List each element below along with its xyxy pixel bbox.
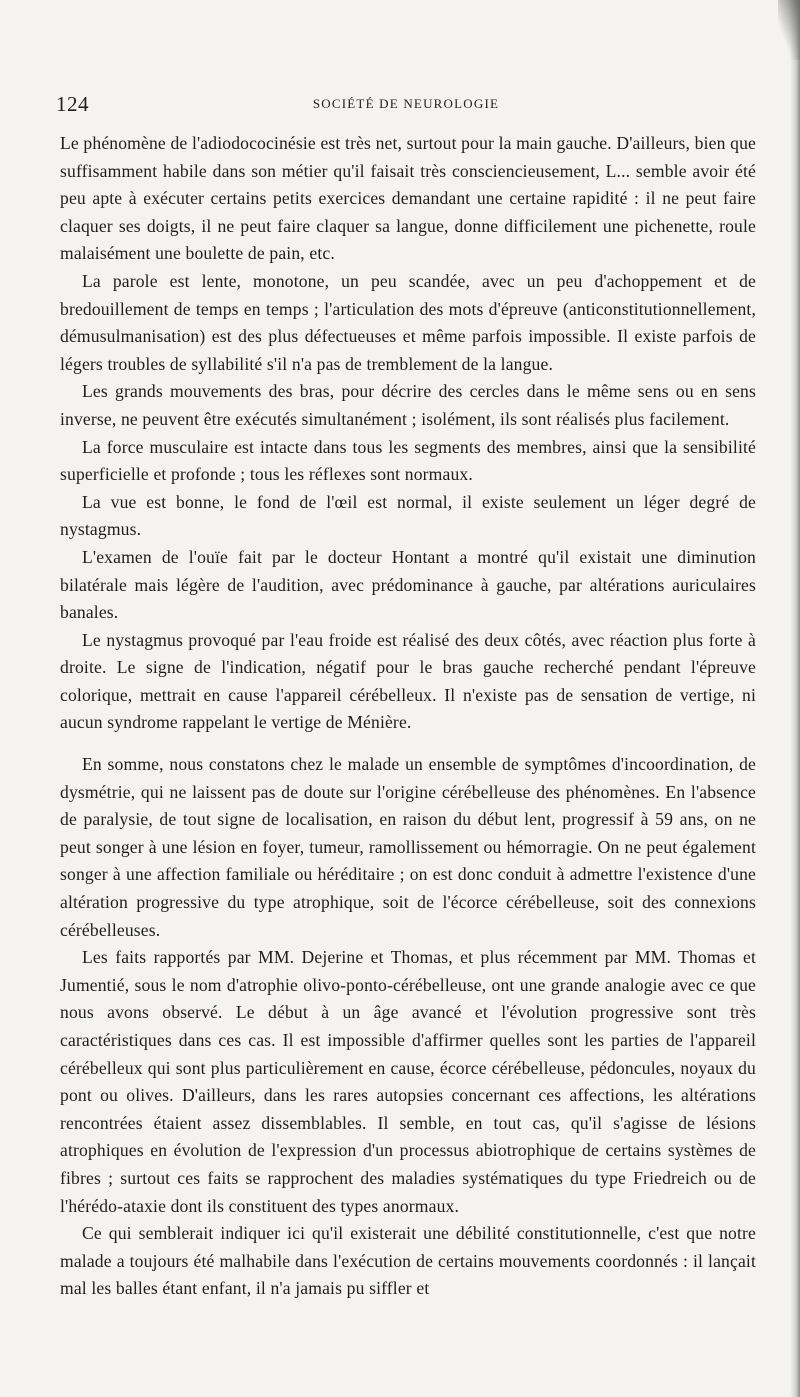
paragraph-parole: La parole est lente, monotone, un peu scandée, avec un peu d'achoppement et de bredouillement de temps en temps ; l'articulation des mots d'épreuve (anticonstitutionnellement, démusulmanisation) est des plus défectueuses et même parfois impossible. Il existe parfois de légers troubles de syllabilité s'il n'a pas de tremblement de la langue. xyxy=(60,270,756,374)
paragraph-adiadococinesie: Le phénomène de l'adiodococinésie est très net, surtout pour la main gauche. D'ailleurs, bien que suffisamment habile dans son métier qu'il faisait très consciencieusement, L... semble avoir été peu apte à exécuter certains petits exercices demandant une certaine rapidité : il ne peut faire claquer ses doigts, il ne peut faire claquer sa langue, donne difficilement une pichenette, roule malaisément une boulette de pain, etc. xyxy=(60,133,756,264)
running-head: SOCIÉTÉ DE NEUROLOGIE xyxy=(312,96,500,111)
paragraph-force-musculaire: La force musculaire est intacte dans tous les segments des membres, ainsi que la sensibilité superficielle et profonde ; tous les réflexes sont normaux. xyxy=(60,436,756,485)
page-number: 124 xyxy=(56,92,89,116)
paragraph-ouie: L'examen de l'ouïe fait par le docteur Hontant a montré qu'il existait une diminution bilatérale mais légère de l'audition, avec prédominance à gauche, par altérations auriculaires banales. xyxy=(60,546,756,623)
paragraph-debilite: Ce qui semblerait indiquer ici qu'il existerait une débilité constitutionnelle, c'est que notre malade a toujours été malhabile dans l'exécution de certains mouvements coordonnés : il lançait mal les balles étant enfant, il n'a jamais pu siffler et xyxy=(60,1223,756,1299)
body-text xyxy=(60,130,756,1303)
page-header xyxy=(56,92,756,116)
paragraph-faits-rapportes: Les faits rapportés par MM. Dejerine et Thomas, et plus récemment par MM. Thomas et Jumentié, sous le nom d'atrophie olivo-ponto-cérébelleuse, ont une grande analogie avec ce que nous avons observé. Le début à un âge avancé et l'évolution progressive sont très caractéristiques dans ces cas. Il est impossible d'affirmer quelles sont les parties de l'appareil cérébelleux qui sont plus particulièrement en cause, écorce cérébelleuse, pédoncules, noyaux du pont ou olives. D'ailleurs, dans les rares autopsies concernant ces affections, les altérations rencontrées étaient assez dissemblables. Il semble, en tout cas, qu'il s'agisse de lésions atrophiques en évolution de l'expression d'un processus abiotrophique de certains systèmes de fibres ; surtout ces faits se rapprochent des maladies systématiques du type Friedreich ou de l'hérédo-ataxie dont ils constituent des types anormaux. xyxy=(60,947,756,1216)
scan-page-edge xyxy=(790,0,800,1397)
paragraph-en-somme: En somme, nous constatons chez le malade un ensemble de symptômes d'incoordination, de dysmétrie, qui ne laissent pas de doute sur l'origine cérébelleuse des phénomènes. En l'absence de paralysie, de tout signe de localisation, en raison du début lent, progressif à 59 ans, on ne peut songer à une lésion en foyer, tumeur, ramollissement ou hémorragie. On ne peut également songer à une affection familiale ou héréditaire ; on est donc conduit à admettre l'existence d'une altération progressive du type atrophique, soit de l'écorce cérébelleuse, soit des connexions cérébelleuses. xyxy=(60,754,756,940)
paragraph-vue: La vue est bonne, le fond de l'œil est normal, il existe seulement un léger degré de nystagmus. xyxy=(60,491,756,540)
scan-corner-shadow xyxy=(778,0,800,60)
paragraph-nystagmus: Le nystagmus provoqué par l'eau froide est réalisé des deux côtés, avec réaction plus forte à droite. Le signe de l'indication, négatif pour le bras gauche recherché pendant l'épreuve colorique, mettrait en cause l'appareil cérébelleux. Il n'existe pas de sensation de vertige, ni aucun syndrome rappelant le vertige de Ménière. xyxy=(60,629,756,733)
paragraph-mouvements-bras: Les grands mouvements des bras, pour décrire des cercles dans le même sens ou en sens inverse, ne peuvent être exécutés simultanément ; isolément, ils sont réalisés plus facilement. xyxy=(60,381,756,429)
